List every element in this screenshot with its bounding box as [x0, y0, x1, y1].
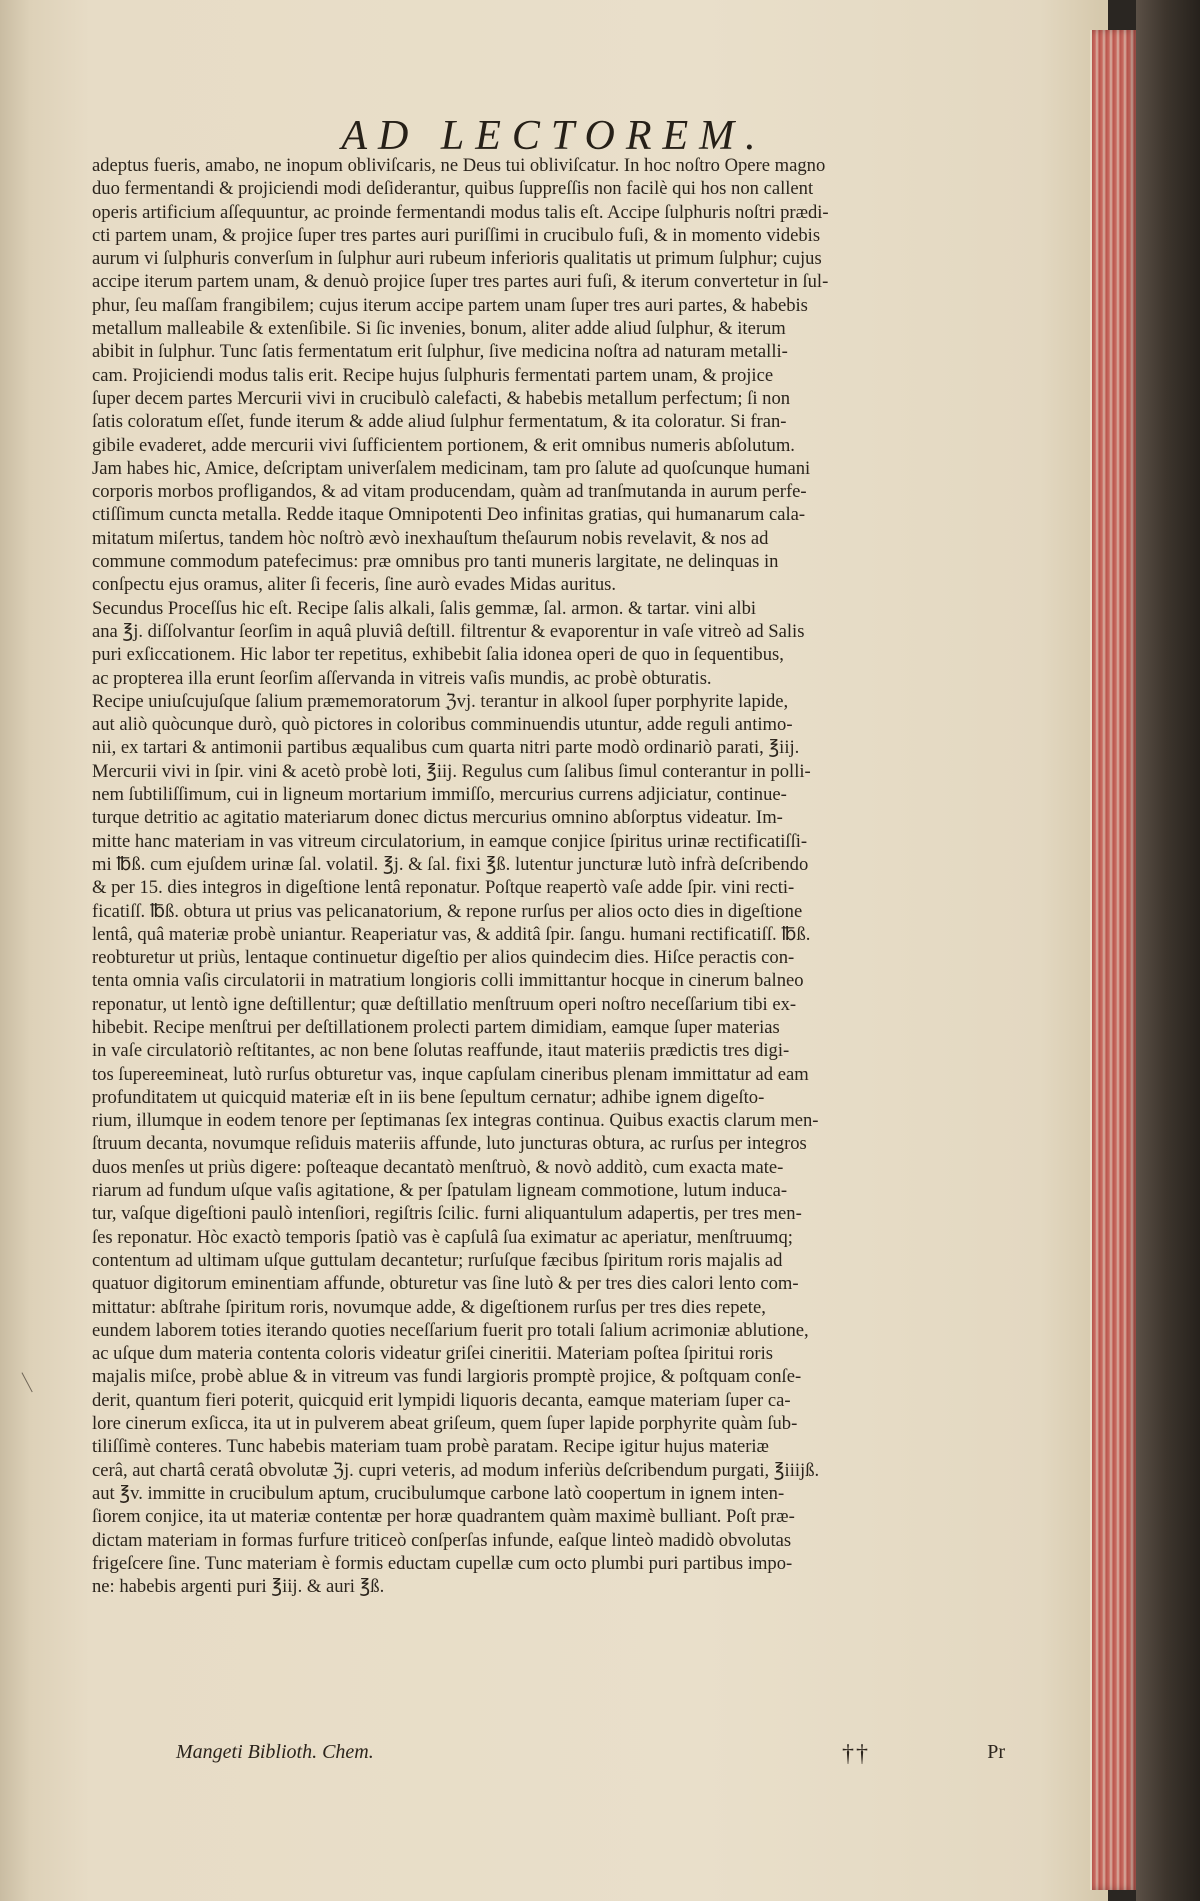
- text-line: ne: habebis argenti puri ℥iij. & auri ℥ß.: [92, 1576, 385, 1598]
- text-line: tiliſſimè conteres. Tunc habebis materiam tuam probè paratam. Recipe igitur hujus materiæ: [92, 1436, 769, 1458]
- text-line: corporis morbos profligandos, & ad vitam producendam, quàm ad tranſmutanda in aurum perfe-: [92, 481, 807, 503]
- text-line: mittatur: abſtrahe ſpiritum roris, novumque adde, & digeſtionem rurſus per tres dies repete,: [92, 1296, 766, 1318]
- footer-book-title: Mangeti Biblioth. Chem.: [176, 1741, 374, 1763]
- margin-mark: [21, 1368, 41, 1393]
- text-line: rium, illumque in eodem tenore per ſeptimanas ſex integras continua. Quibus exactis clarum men-: [92, 1110, 819, 1132]
- text-line: profunditatem ut quicquid materiæ eſt in iis bene ſepultum cernatur; adhibe ignem digeſto-: [92, 1086, 765, 1108]
- text-line: gibile evaderet, adde mercurii vivi ſufficientem portionem, & erit omnibus numeris abſolutum.: [92, 434, 795, 456]
- text-line: accipe iterum partem unam, & denuò projice ſuper tres partes auri fuſi, & iterum convertetur in ſul-: [92, 271, 829, 293]
- signature-mark: ††: [842, 1741, 870, 1767]
- page-footer: [176, 1741, 1005, 1771]
- text-line: operis artificium aſſequuntur, ac proinde fermentandi modus talis eſt. Accipe ſulphuris noſtri prædi-: [92, 201, 829, 223]
- text-line: tenta omnia vaſis circulatorii in matratium longioris colli immittantur hocque in cinerum balneo: [92, 970, 804, 992]
- text-line: frigeſcere ſine. Tunc materiam è formis eductam cupellæ cum octo plumbi puri partibus impo-: [92, 1552, 793, 1574]
- text-line: aut aliò quòcunque durò, quò pictores in coloribus comminuendis utuntur, adde reguli antimo-: [92, 714, 793, 736]
- text-line: Secundus Proceſſus hic eſt. Recipe ſalis alkali, ſalis gemmæ, ſal. armon. & tartar. vini albi: [92, 597, 757, 619]
- text-line: ficatiſſ. ℔ß. obtura ut prius vas pelicanatorium, & repone rurſus per alios octo dies in digeſtione: [92, 900, 803, 922]
- text-line: ſtruum decanta, novumque reſiduis materiis affunde, luto juncturas obtura, ac rurſus per integros: [92, 1133, 807, 1155]
- text-line: mi ℔ß. cum ejuſdem urinæ ſal. volatil. ℥j. & ſal. fixi ℥ß. lutentur juncturæ lutò infrà deſcribendo: [92, 853, 809, 875]
- page-fore-edge: [1090, 30, 1138, 1890]
- text-line: contentum ad ultimam uſque guttulam decantetur; rurſuſque fæcibus ſpiritum roris majalis ad: [92, 1249, 783, 1271]
- text-line: abibit in ſulphur. Tunc ſatis fermentatum erit ſulphur, ſive medicina noſtra ad naturam metalli-: [92, 341, 788, 363]
- text-line: cam. Projiciendi modus talis erit. Recipe hujus ſulphuris fermentati partem unam, & projice: [92, 364, 774, 386]
- text-line: puri exſiccationem. Hic labor ter repetitus, exhibebit ſalia idonea operi de quo in ſequentibus,: [92, 644, 784, 666]
- text-line: ac propterea illa erunt ſeorſim aſſervanda in vitreis vaſis mundis, ac probè obturatis.: [92, 667, 712, 689]
- text-line: reobturetur ut priùs, lentaque continuetur digeſtio per alios quindecim dies. Hiſce peractis con-: [92, 947, 795, 969]
- body-text: [92, 154, 1005, 1598]
- text-line: ſuper decem partes Mercurii vivi in crucibulò calefacti, & habebis metallum perfectum; ſi non: [92, 387, 791, 409]
- text-line: nem ſubtiliſſimum, cui in ligneum mortarium immiſſo, mercurius currens adjiciatur, continue-: [92, 784, 787, 806]
- text-line: ſes reponatur. Hòc exactò temporis ſpatiò vas è capſulâ ſua eximatur ac aperiatur, menſtruumq;: [92, 1226, 793, 1248]
- text-line: eundem laborem toties iterando quoties neceſſarium fuerit pro totali ſalium acrimoniæ ablutione,: [92, 1319, 809, 1341]
- text-line: conſpectu ejus oramus, aliter ſi feceris, ſine aurò evades Midas auritus.: [92, 574, 617, 596]
- text-line: duo fermentandi & projiciendi modi deſiderantur, quibus ſuppreſſis non facilè qui hos non callent: [92, 178, 814, 200]
- text-line: ſatis coloratum eſſet, funde iterum & adde aliud ſulphur fermentatum, & ita coloratur. Si fran-: [92, 411, 787, 433]
- text-line: in vaſe circulatoriò reſtitantes, ac non bene ſolutas reaffunde, itaut materiis prædictis tres digi-: [92, 1040, 790, 1062]
- text-line: Recipe uniuſcujuſque ſalium præmemoratorum ℨvj. terantur in alkool ſuper porphyrite lapide,: [92, 690, 789, 712]
- text-line: ac uſque dum materia contenta coloris videatur griſei cineritii. Materiam poſtea ſpiritui roris: [92, 1343, 774, 1365]
- text-line: ctiſſimum cuncta metalla. Redde itaque Omnipotenti Deo infinitas gratias, qui humanarum cala-: [92, 504, 806, 526]
- catchword: Pr: [987, 1741, 1005, 1763]
- text-line: riarum ad fundum uſque vaſis agitatione, & per ſpatulam ligneam commotione, lutum induca-: [92, 1180, 788, 1202]
- text-line: Mercurii vivi in ſpir. vini & acetò probè loti, ℥iij. Regulus cum ſalibus ſimul conterantur in polli-: [92, 760, 811, 782]
- running-head: AD LECTOREM.: [341, 113, 767, 159]
- text-line: majalis miſce, probè ablue & in vitreum vas fundi largioris promptè projice, & poſtquam conſe-: [92, 1366, 802, 1388]
- text-line: aurum vi ſulphuris converſum in ſulphur auri rubeum inferioris qualitatis ut primum ſulphur; cujus: [92, 248, 822, 270]
- text-line: reponatur, ut lentò igne deſtillentur; quæ deſtillatio menſtruum operi noſtro neceſſarium tibi ex-: [92, 993, 797, 1015]
- book-cover-edge: [1136, 0, 1200, 1901]
- text-line: ſiorem conjice, ita ut materiæ contentæ per horæ quadrantem quàm maximè bulliant. Poſt præ-: [92, 1506, 795, 1528]
- text-line: cerâ, aut chartâ ceratâ obvolutæ ℨj. cupri veteris, ad modum inferiùs deſcribendum purgati, ℥iiijß.: [92, 1459, 820, 1481]
- text-line: mitatum miſertus, tandem hòc noſtrò ævò inexhauſtum theſaurum nobis revelavit, & nos ad: [92, 527, 769, 549]
- text-line: duos menſes ut priùs digere: poſteaque decantatò menſtruò, & novò additò, cum exacta mate-: [92, 1156, 784, 1178]
- text-line: hibebit. Recipe menſtrui per deſtillationem prolecti partem dimidiam, eamque ſuper materias: [92, 1016, 780, 1038]
- text-line: nii, ex tartari & antimonii partibus æqualibus cum quarta nitri parte modò ordinariò parati, ℥iij.: [92, 737, 800, 759]
- text-line: Jam habes hic, Amice, deſcriptam univerſalem medicinam, tam pro ſalute ad quoſcunque humani: [92, 457, 811, 479]
- text-line: tos ſupereemineat, lutò rurſus obturetur vas, inque capſulam cineribus plenam immittatur ad eam: [92, 1063, 809, 1085]
- text-line: quatuor digitorum eminentiam affunde, obturetur vas ſine lutò & per tres dies calori lento com-: [92, 1273, 799, 1295]
- text-line: adeptus fueris, amabo, ne inopum obliviſcaris, ne Deus tui obliviſcatur. In hoc noſtro Opere magno: [92, 155, 826, 176]
- text-line: tur, vaſque digeſtioni paulò intenſiori, regiſtris ſcilic. furni aliquantulum adapertis, per tres men-: [92, 1203, 802, 1225]
- text-line: derit, quantum fieri poterit, quicquid erit lympidi liquoris decanta, eamque materiam ſuper ca-: [92, 1389, 791, 1411]
- text-line: dictam materiam in formas furfure triticeò conſperſas infunde, eaſque linteò madidò obvolutas: [92, 1529, 792, 1551]
- text-line: lore cinerum exſicca, ita ut in pulverem abeat griſeum, quem ſuper lapide porphyrite quàm ſub-: [92, 1413, 798, 1435]
- text-line: lentâ, quâ materiæ probè uniantur. Reaperiatur vas, & additâ ſpir. ſangu. humani rectificatiſſ. ℔ß.: [92, 923, 811, 945]
- text-line: commune commodum patefecimus: præ omnibus pro tanti muneris largitate, ne delinquas in: [92, 551, 779, 573]
- text-line: ana ℥j. diſſolvantur ſeorſim in aquâ pluviâ deſtill. filtrentur & evaporentur in vaſe vitreò ad Salis: [92, 620, 805, 642]
- text-line: metallum malleabile & extenſibile. Si ſic invenies, bonum, aliter adde aliud ſulphur, & iterum: [92, 318, 786, 340]
- text-line: turque detritio ac agitatio materiarum donec dictus mercurius omnino abſorptus videatur. Im-: [92, 807, 783, 829]
- text-line: phur, ſeu maſſam frangibilem; cujus iterum accipe partem unam ſuper tres auri partes, & habebis: [92, 294, 808, 316]
- text-line: mitte hanc materiam in vas vitreum circulatorium, in eamque conjice ſpiritus urinæ rectificatiſſi-: [92, 830, 808, 852]
- text-line: cti partem unam, & projice ſuper tres partes auri puriſſimi in crucibulo fuſi, & in momento videbis: [92, 224, 821, 246]
- text-line: & per 15. dies integros in digeſtione lentâ reponatur. Poſtque reapertò vaſe adde ſpir. vini recti-: [92, 877, 795, 899]
- text-line: aut ℥v. immitte in crucibulum aptum, crucibulumque carbone latò coopertum in ignem inten-: [92, 1482, 785, 1504]
